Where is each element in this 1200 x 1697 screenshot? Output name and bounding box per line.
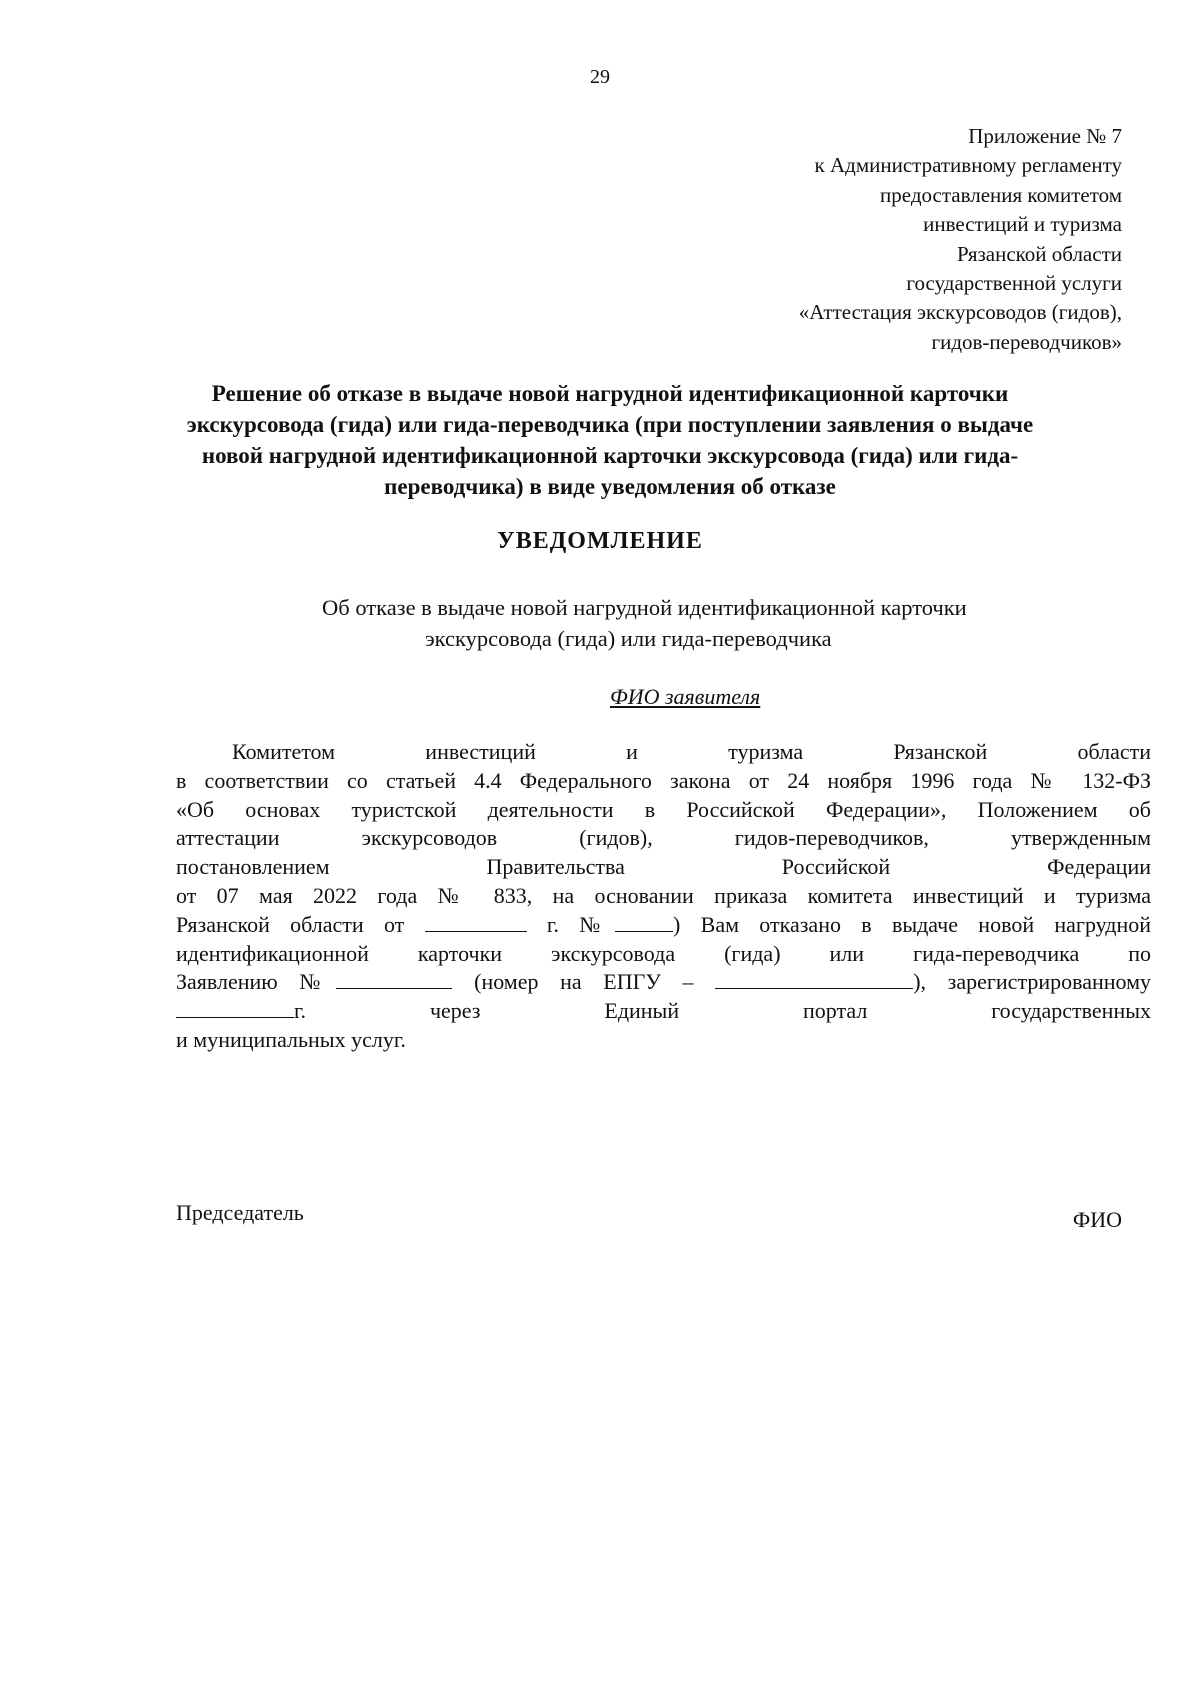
body-text: г. № <box>546 911 616 937</box>
body-line: от 07 мая 2022 года № 833, на основании приказа комитета инвестиций и туризма <box>176 882 1151 908</box>
body-line: и муниципальных услуг. <box>176 1026 406 1052</box>
body-text: ) Вам отказано в выдаче новой нагрудной <box>673 911 1152 937</box>
body-line: аттестации экскурсоводов (гидов), гидов-переводчиков, утвержденным <box>176 825 1151 851</box>
body-text: через Единый портал государственных <box>429 998 1151 1024</box>
page-number: 29 <box>590 66 610 88</box>
registration-date-blank <box>176 999 294 1018</box>
epgu-number-blank <box>715 970 913 989</box>
applicant-name-placeholder: ФИО заявителя <box>610 684 761 709</box>
decision-title-line: Решение об отказе в выдаче новой нагрудной идентификационной карточки <box>211 381 1009 406</box>
decision-title-line: экскурсовода (гида) или гида-переводчика (при поступлении заявления о выдаче <box>186 412 1034 437</box>
body-line <box>176 997 1151 1026</box>
notice-subject-line: экскурсовода (гида) или гида-переводчика <box>425 626 832 651</box>
notice-body <box>176 738 1151 1055</box>
appendix-line: к Административному регламенту <box>814 153 1122 178</box>
signatory-name-placeholder: ФИО <box>1072 1207 1122 1232</box>
application-number-blank <box>336 970 452 989</box>
appendix-line: инвестиций и туризма <box>923 212 1122 237</box>
body-text: ), зарегистрированному <box>913 969 1152 995</box>
appendix-line: предоставления комитетом <box>880 182 1122 207</box>
appendix-line: Приложение № 7 <box>968 124 1122 148</box>
appendix-block <box>799 122 1122 357</box>
body-text: (номер на ЕПГУ – <box>474 969 694 995</box>
body-line <box>176 911 1151 940</box>
appendix-line: «Аттестация экскурсоводов (гидов), <box>798 300 1122 325</box>
appendix-line: Рязанской области <box>956 241 1122 266</box>
signatory-position: Председатель <box>176 1200 304 1225</box>
body-text: г. <box>294 998 307 1024</box>
body-line: в соответствии со статьей 4.4 Федерального закона от 24 ноября 1996 года № 132-ФЗ <box>176 767 1151 793</box>
order-number-blank <box>615 913 673 932</box>
notice-subject <box>322 592 967 654</box>
notice-heading: УВЕДОМЛЕНИЕ <box>497 528 703 554</box>
decision-title-line: новой нагрудной идентификационной карточки экскурсовода (гида) или гида- <box>201 443 1019 468</box>
body-line <box>176 968 1151 997</box>
body-line: постановлением Правительства Российской Федерации <box>176 854 1151 880</box>
notice-subject-line: Об отказе в выдаче новой нагрудной идентификационной карточки <box>322 595 967 620</box>
order-date-blank <box>425 913 527 932</box>
body-text: Рязанской области от <box>176 911 405 937</box>
body-line: идентификационной карточки экскурсовода (гида) или гида-переводчика по <box>176 940 1151 966</box>
appendix-line: гидов-переводчиков» <box>931 329 1122 354</box>
decision-title-line: переводчика) в виде уведомления об отказе <box>384 474 836 499</box>
decision-title <box>140 378 1080 502</box>
body-text: Заявлению № <box>176 969 337 995</box>
appendix-line: государственной услуги <box>906 271 1122 296</box>
body-line: «Об основах туристской деятельности в Российской Федерации», Положением об <box>176 796 1151 822</box>
body-line: Комитетом инвестиций и туризма Рязанской области <box>232 739 1151 764</box>
